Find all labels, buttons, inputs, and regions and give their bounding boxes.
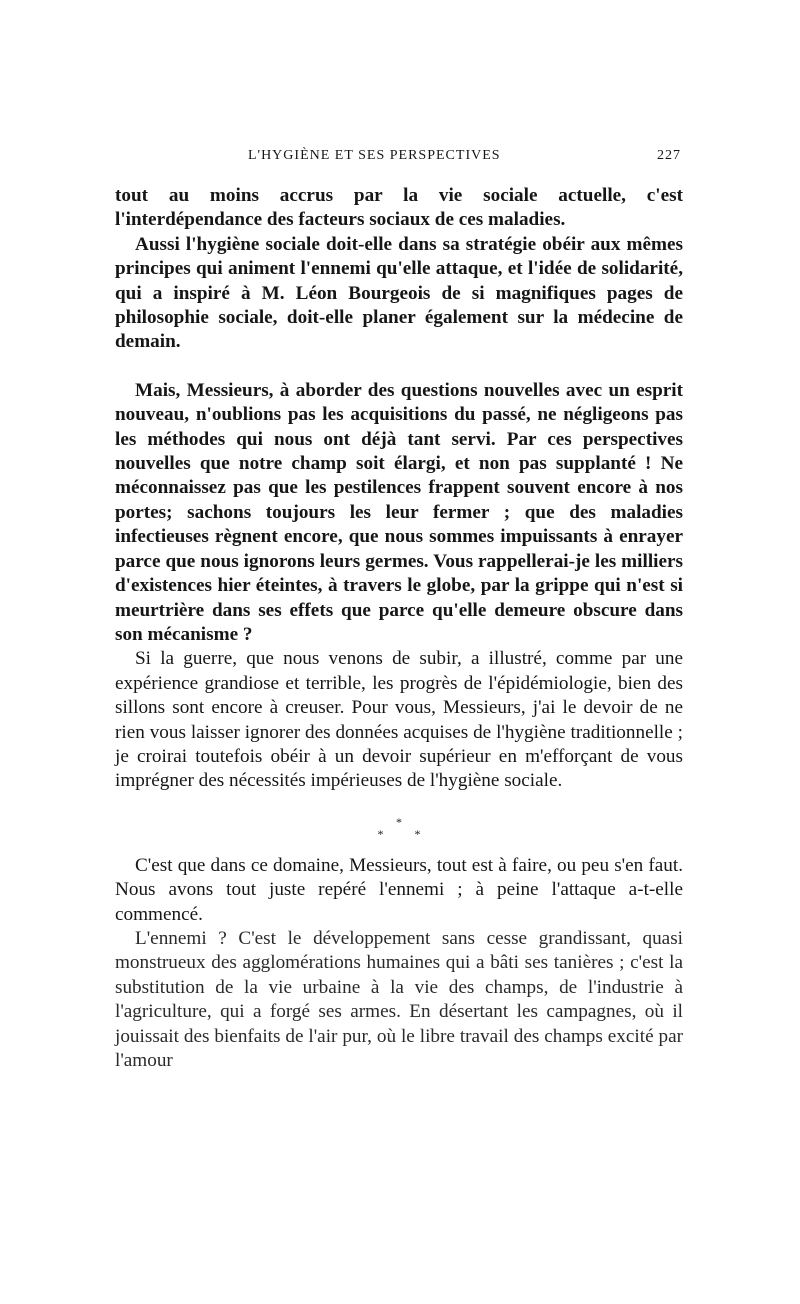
paragraph-6: L'ennemi ? C'est le développement sans cesse grandissant, quasi monstrueux des agglomérations humaines qui a bâti ses tanières ; c'est la substitution de la vie urbaine à la vie des champs, de l'industrie à l'agriculture, qui a forgé ses armes. En désertant les campagnes, où il jouissait des bienfaits de l'air pur, où le libre travail des champs excité par l'amour bbox=[115, 927, 683, 1071]
book-page bbox=[115, 148, 683, 1073]
page-header bbox=[115, 148, 683, 170]
section-separator bbox=[115, 794, 683, 854]
paragraph-1: tout au moins accrus par la vie sociale actuelle, c'est l'interdépendance des facteurs sociaux de ces maladies. bbox=[115, 185, 683, 231]
paragraph-gap bbox=[115, 355, 683, 379]
running-title: L'HYGIÈNE ET SES PERSPECTIVES bbox=[248, 148, 501, 163]
separator-stars-bottom: * * bbox=[377, 826, 435, 841]
paragraph-3: Mais, Messieurs, à aborder des questions nouvelles avec un esprit nouveau, n'oublions pas les acquisitions du passé, ne négligeons pas les méthodes qui nous ont déjà tant servi. Par ces perspectives nouvelles que notre champ soit élargi, et non pas supplanté ! Ne méconnaissez pas que les pestilences frappent souvent encore à nos portes; sachons toujours les leur fermer ; que des maladies infectieuses règnent encore, que nous sommes impuissants à enrayer parce que nous ignorons leurs germes. Vous rappellerai-je les milliers d'existences hier éteintes, à travers le globe, par la grippe qui n'est si meurtrière dans ses effets que parce qu'elle demeure obscure dans son mécanisme ? bbox=[115, 379, 683, 645]
page-number: 227 bbox=[657, 148, 681, 163]
paragraph-5: C'est que dans ce domaine, Messieurs, tout est à faire, ou peu s'en faut. Nous avons tout juste repéré l'ennemi ; à peine l'attaque a-t-elle commencé. bbox=[115, 854, 683, 925]
paragraph-2: Aussi l'hygiène sociale doit-elle dans sa stratégie obéir aux mêmes principes qui animent l'ennemi qu'elle attaque, et l'idée de solidarité, qui a inspiré à M. Léon Bourgeois de si magnifiques pages de philosophie sociale, doit-elle planer également sur la médecine de demain. bbox=[115, 233, 683, 353]
separator-star-top: * bbox=[396, 814, 402, 829]
paragraph-4: Si la guerre, que nous venons de subir, a illustré, comme par une expérience grandiose et terrible, les progrès de l'épidémiologie, bien des sillons sont encore à creuser. Pour vous, Messieurs, j'ai le devoir de ne rien vous laisser ignorer des données acquises de l'hygiène traditionnelle ; je croirai toutefois obéir à un devoir supérieur en m'efforçant de vous imprégner des nécessités impérieuses de l'hygiène sociale. bbox=[115, 648, 683, 792]
